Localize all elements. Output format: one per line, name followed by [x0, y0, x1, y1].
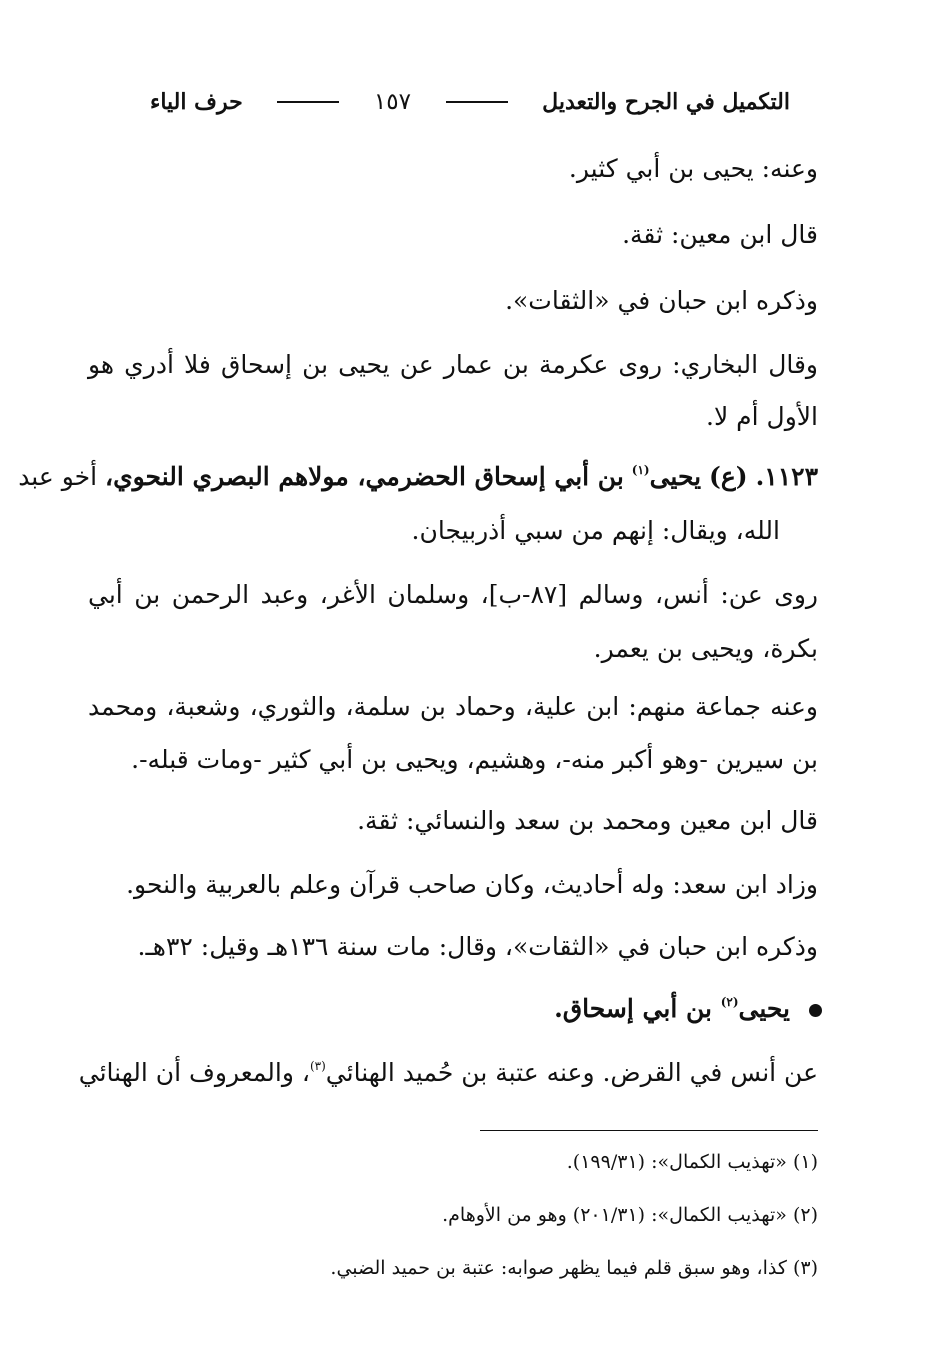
running-header — [150, 84, 790, 120]
text-line: وقال البخاري: روى عكرمة بن عمار عن يحيى بن إسحاق فلا أدري هو — [88, 350, 818, 379]
bullet-entry-name: يحيى$^{(٢)}$ بن أبي إسحاق. — [554, 994, 790, 1023]
text-line: الأول أم لا. — [706, 402, 818, 431]
entry-name-rest: بن أبي إسحاق الحضرمي، مولاهم البصري النحوي، — [105, 462, 624, 491]
entry-name: يحيى$^{(١)}$ — [631, 462, 702, 491]
text-line: وزاد ابن سعد: وله أحاديث، وكان صاحب قرآن وعلم بالعربية والنحو. — [126, 870, 818, 899]
text-line: وعنه: يحيى بن أبي كثير. — [568, 154, 818, 183]
entry-tail: أخو عبد — [18, 462, 98, 491]
footnote-ref: (٢) — [720, 995, 739, 1009]
header-dash — [446, 101, 508, 103]
text-line: وعنه جماعة منهم: ابن علية، وحماد بن سلمة، والثوري، وشعبة، ومحمد — [88, 692, 818, 721]
header-book-title: التكميل في الجرح والتعديل — [542, 89, 790, 115]
header-dash — [277, 101, 339, 103]
header-section: حرف الياء — [150, 89, 243, 115]
text-line: بكرة، ويحيى بن يعمر. — [593, 634, 818, 663]
footnote-3: (٣) كذا، وهو سبق قلم فيما يظهر صوابه: عتبة بن حميد الضبي. — [330, 1257, 818, 1279]
entry-number: ١١٢٣. — [755, 462, 818, 491]
footnote-ref: (١) — [631, 463, 650, 477]
entry-heading-line — [18, 462, 818, 492]
page-number: ١٥٧ — [373, 89, 411, 115]
text-line: قال ابن معين ومحمد بن سعد والنسائي: ثقة. — [357, 806, 818, 835]
bullet-icon — [809, 1004, 822, 1017]
entry-continuation: الله، ويقال: إنهم من سبي أذربيجان. — [411, 516, 780, 545]
text-line: قال ابن معين: ثقة. — [622, 220, 818, 249]
footnote-separator — [480, 1130, 818, 1131]
text-line: بن سيرين -وهو أكبر منه-، وهشيم، ويحيى بن أبي كثير -ومات قبله-. — [131, 745, 818, 774]
text-line: وذكره ابن حبان في «الثقات»، وقال: مات سنة ١٣٦هـ وقيل: ٣٢هـ. — [137, 932, 818, 961]
text-line: روى عن: أنس، وسالم [٨٧-ب]، وسلمان الأغر، وعبد الرحمن بن أبي — [88, 580, 818, 609]
bullet-entry-heading — [554, 994, 790, 1024]
text-fragment: عن أنس في القرض. وعنه عتبة بن حُميد الهنائي — [325, 1058, 818, 1087]
text-fragment: ، والمعروف أن الهنائي — [78, 1058, 310, 1087]
footnote-ref: (٣) — [309, 1059, 326, 1073]
text-line: وذكره ابن حبان في «الثقات». — [505, 286, 818, 315]
footnote-1: (١) «تهذيب الكمال»: (١٩٩/٣١). — [566, 1151, 818, 1173]
text-line — [78, 1058, 818, 1088]
footnote-2: (٢) «تهذيب الكمال»: (٢٠١/٣١) وهو من الأوهام. — [442, 1204, 818, 1226]
entry-siglum: (ع) — [709, 462, 748, 491]
